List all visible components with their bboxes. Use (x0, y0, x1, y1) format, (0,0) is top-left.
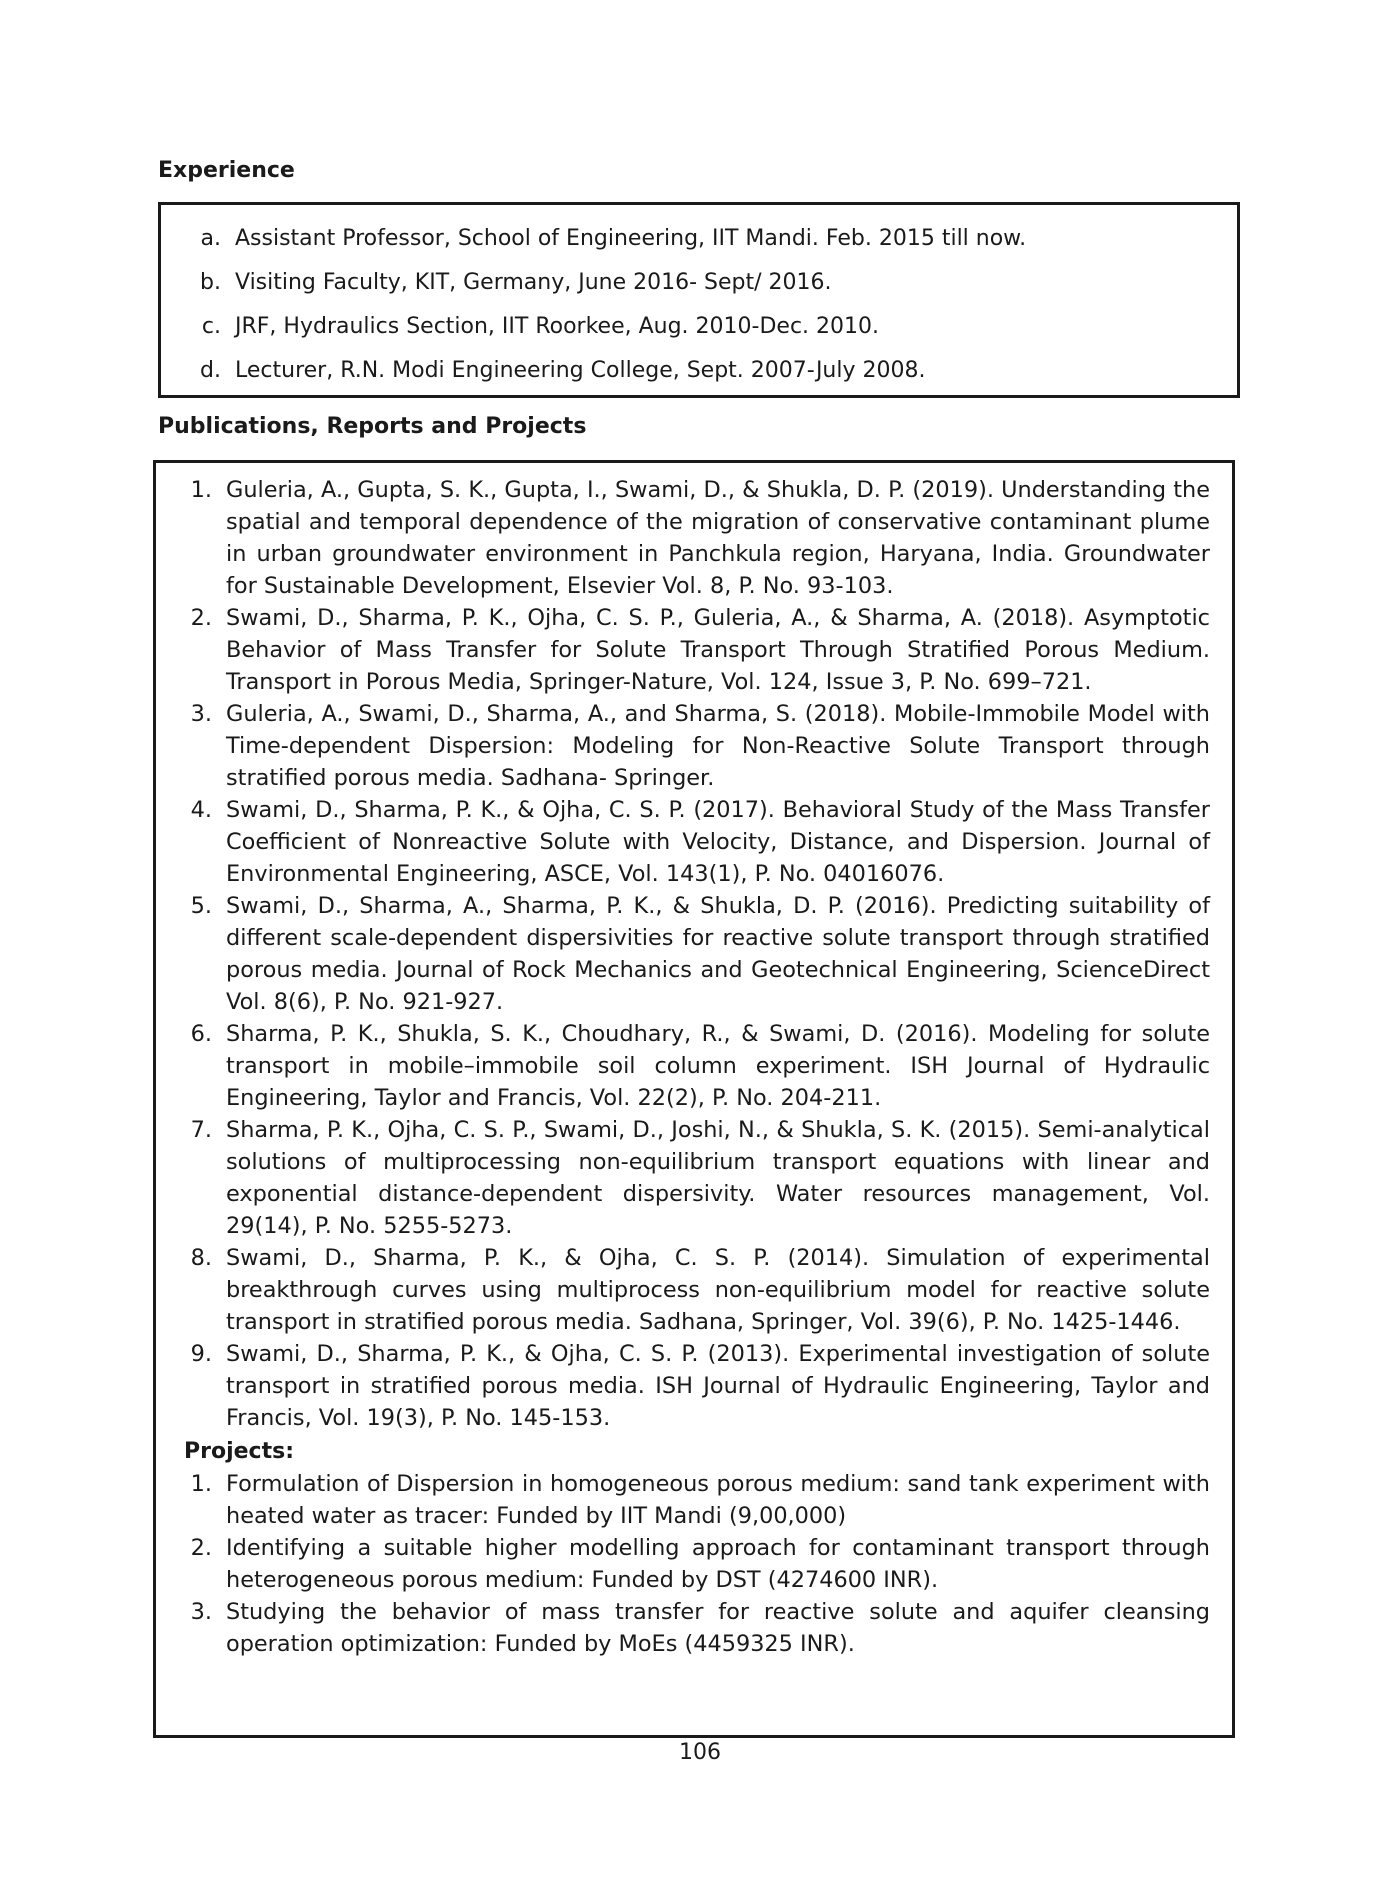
experience-item-text: Visiting Faculty, KIT, Germany, June 2016- Sept/ 2016. (235, 270, 832, 295)
publication-item (170, 1018, 1210, 1114)
experience-item-text: Lecturer, R.N. Modi Engineering College, Sept. 2007-July 2008. (235, 358, 926, 383)
publication-item (170, 474, 1210, 602)
project-number: 2. (190, 1535, 212, 1561)
publication-number: 9. (190, 1341, 212, 1367)
publication-number: 7. (190, 1117, 212, 1143)
publication-number: 2. (190, 605, 212, 631)
projects-heading: Projects: (184, 1439, 294, 1464)
project-text: Identifying a suitable higher modelling approach for contaminant transport through heterogeneous porous medium: Funded by DST (4274600 INR). (226, 1535, 1210, 1593)
experience-item-letter: c. (201, 314, 221, 339)
publication-number: 5. (190, 893, 212, 919)
publications-list (170, 474, 1210, 1434)
publication-item (170, 1338, 1210, 1434)
publication-text: Swami, D., Sharma, P. K., & Ojha, C. S. P. (2014). Simulation of experimental breakthrough curves using multiprocess non-equilibrium model for reactive solute transport in stratified porous media. Sadhana, Springer, Vol. 39(6), P. No. 1425-1446. (226, 1245, 1210, 1335)
project-item (170, 1532, 1210, 1596)
experience-heading: Experience (158, 158, 295, 183)
experience-item-text: JRF, Hydraulics Section, IIT Roorkee, Aug. 2010-Dec. 2010. (235, 314, 880, 339)
publication-number: 4. (190, 797, 212, 823)
experience-item-letter: d. (200, 358, 221, 383)
experience-item-letter: a. (200, 226, 221, 251)
project-text: Formulation of Dispersion in homogeneous porous medium: sand tank experiment with heated water as tracer: Funded by IIT Mandi (9,00,000) (226, 1471, 1210, 1529)
project-item (170, 1468, 1210, 1532)
project-number: 1. (190, 1471, 212, 1497)
publication-text: Guleria, A., Gupta, S. K., Gupta, I., Swami, D., & Shukla, D. P. (2019). Understanding the spatial and temporal dependence of the migration of conservative contaminant plume in urban groundwater environment in Panchkula region, Haryana, India. Groundwater for Sustainable Development, Elsevier Vol. 8, P. No. 93-103. (226, 477, 1210, 599)
publication-number: 6. (190, 1021, 212, 1047)
publication-item (170, 1114, 1210, 1242)
publication-item (170, 890, 1210, 1018)
experience-box (158, 202, 1240, 398)
publication-text: Swami, D., Sharma, A., Sharma, P. K., & Shukla, D. P. (2016). Predicting suitability of different scale-dependent dispersivities for reactive solute transport through stratified porous media. Journal of Rock Mechanics and Geotechnical Engineering, ScienceDirect Vol. 8(6), P. No. 921-927. (226, 893, 1210, 1015)
project-text: Studying the behavior of mass transfer for reactive solute and aquifer cleansing operation optimization: Funded by MoEs (4459325 INR). (226, 1599, 1210, 1657)
experience-list (161, 205, 1237, 393)
project-number: 3. (190, 1599, 212, 1625)
publication-text: Swami, D., Sharma, P. K., & Ojha, C. S. P. (2017). Behavioral Study of the Mass Transfer Coefficient of Nonreactive Solute with Velocity, Distance, and Dispersion. Journal of Environmental Engineering, ASCE, Vol. 143(1), P. No. 04016076. (226, 797, 1210, 887)
page-number: 106 (679, 1740, 721, 1765)
publication-text: Guleria, A., Swami, D., Sharma, A., and Sharma, S. (2018). Mobile-Immobile Model with Time-dependent Dispersion: Modeling for Non-Reactive Solute Transport through stratified porous media. Sadhana- Springer. (226, 701, 1210, 791)
publication-item (170, 602, 1210, 698)
publication-number: 3. (190, 701, 212, 727)
experience-item (161, 261, 1237, 305)
publication-item (170, 1242, 1210, 1338)
experience-item-letter: b. (200, 270, 221, 295)
projects-list (170, 1468, 1210, 1660)
experience-item (161, 305, 1237, 349)
publications-content (170, 474, 1210, 1660)
publication-text: Swami, D., Sharma, P. K., Ojha, C. S. P., Guleria, A., & Sharma, A. (2018). Asymptotic Behavior of Mass Transfer for Solute Transport Through Stratified Porous Medium. Transport in Porous Media, Springer-Nature, Vol. 124, Issue 3, P. No. 699–721. (226, 605, 1210, 695)
publication-item (170, 698, 1210, 794)
experience-item-text: Assistant Professor, School of Engineering, IIT Mandi. Feb. 2015 till now. (235, 226, 1027, 251)
project-item (170, 1596, 1210, 1660)
publication-item (170, 794, 1210, 890)
publication-number: 8. (190, 1245, 212, 1271)
experience-item (161, 349, 1237, 393)
publication-text: Swami, D., Sharma, P. K., & Ojha, C. S. P. (2013). Experimental investigation of solute transport in stratified porous media. ISH Journal of Hydraulic Engineering, Taylor and Francis, Vol. 19(3), P. No. 145-153. (226, 1341, 1210, 1431)
experience-item (161, 217, 1237, 261)
publication-number: 1. (190, 477, 212, 503)
publications-heading: Publications, Reports and Projects (158, 414, 587, 439)
publication-text: Sharma, P. K., Ojha, C. S. P., Swami, D., Joshi, N., & Shukla, S. K. (2015). Semi-analytical solutions of multiprocessing non-equilibrium transport equations with linear and exponential distance-dependent dispersivity. Water resources management, Vol. 29(14), P. No. 5255-5273. (226, 1117, 1210, 1239)
publication-text: Sharma, P. K., Shukla, S. K., Choudhary, R., & Swami, D. (2016). Modeling for solute transport in mobile–immobile soil column experiment. ISH Journal of Hydraulic Engineering, Taylor and Francis, Vol. 22(2), P. No. 204-211. (226, 1021, 1210, 1111)
